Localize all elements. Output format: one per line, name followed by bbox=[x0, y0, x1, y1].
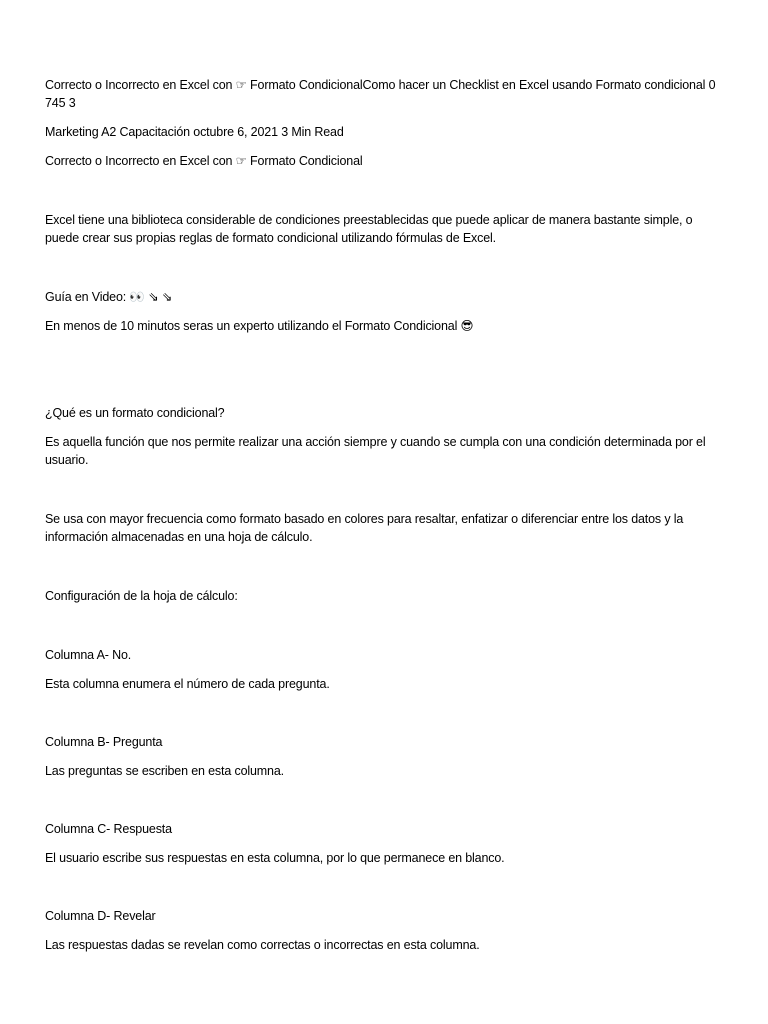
expert-line: En menos de 10 minutos seras un experto utilizando el Formato Condicional 😎 bbox=[45, 319, 474, 333]
title-line: Correcto o Incorrecto en Excel con ☞ Formato CondicionalComo hacer un Checklist en Excel usando Formato condicional 0 745 3 bbox=[45, 78, 716, 110]
definition-paragraph: Es aquella función que nos permite realizar una acción siempre y cuando se cumpla con una condición determinada por el usuario. bbox=[45, 435, 706, 467]
column-d-label: Columna D- Revelar bbox=[45, 909, 156, 923]
intro-paragraph: Excel tiene una biblioteca considerable de condiciones preestablecidas que puede aplicar de manera bastante simple, o puede crear sus propias reglas de formato condicional utilizando fórmulas de Excel. bbox=[45, 213, 693, 245]
video-guide-line: Guía en Video: 👀 ⇘ ⇘ bbox=[45, 290, 173, 304]
column-a-label: Columna A- No. bbox=[45, 648, 132, 662]
config-heading: Configuración de la hoja de cálculo: bbox=[45, 589, 238, 603]
column-b-label: Columna B- Pregunta bbox=[45, 735, 163, 749]
byline: Marketing A2 Capacitación octubre 6, 2021 3 Min Read bbox=[45, 125, 344, 139]
column-d-description: Las respuestas dadas se revelan como correctas o incorrectas en esta columna. bbox=[45, 938, 480, 952]
usage-paragraph: Se usa con mayor frecuencia como formato basado en colores para resaltar, enfatizar o diferenciar entre los datos y la información almacenadas en una hoja de cálculo. bbox=[45, 512, 684, 544]
column-a-description: Esta columna enumera el número de cada pregunta. bbox=[45, 677, 330, 691]
article-heading: Correcto o Incorrecto en Excel con ☞ Formato Condicional bbox=[45, 154, 363, 168]
question-heading: ¿Qué es un formato condicional? bbox=[45, 406, 225, 420]
column-b-description: Las preguntas se escriben en esta columna. bbox=[45, 764, 284, 778]
column-c-description: El usuario escribe sus respuestas en esta columna, por lo que permanece en blanco. bbox=[45, 851, 505, 865]
column-c-label: Columna C- Respuesta bbox=[45, 822, 172, 836]
